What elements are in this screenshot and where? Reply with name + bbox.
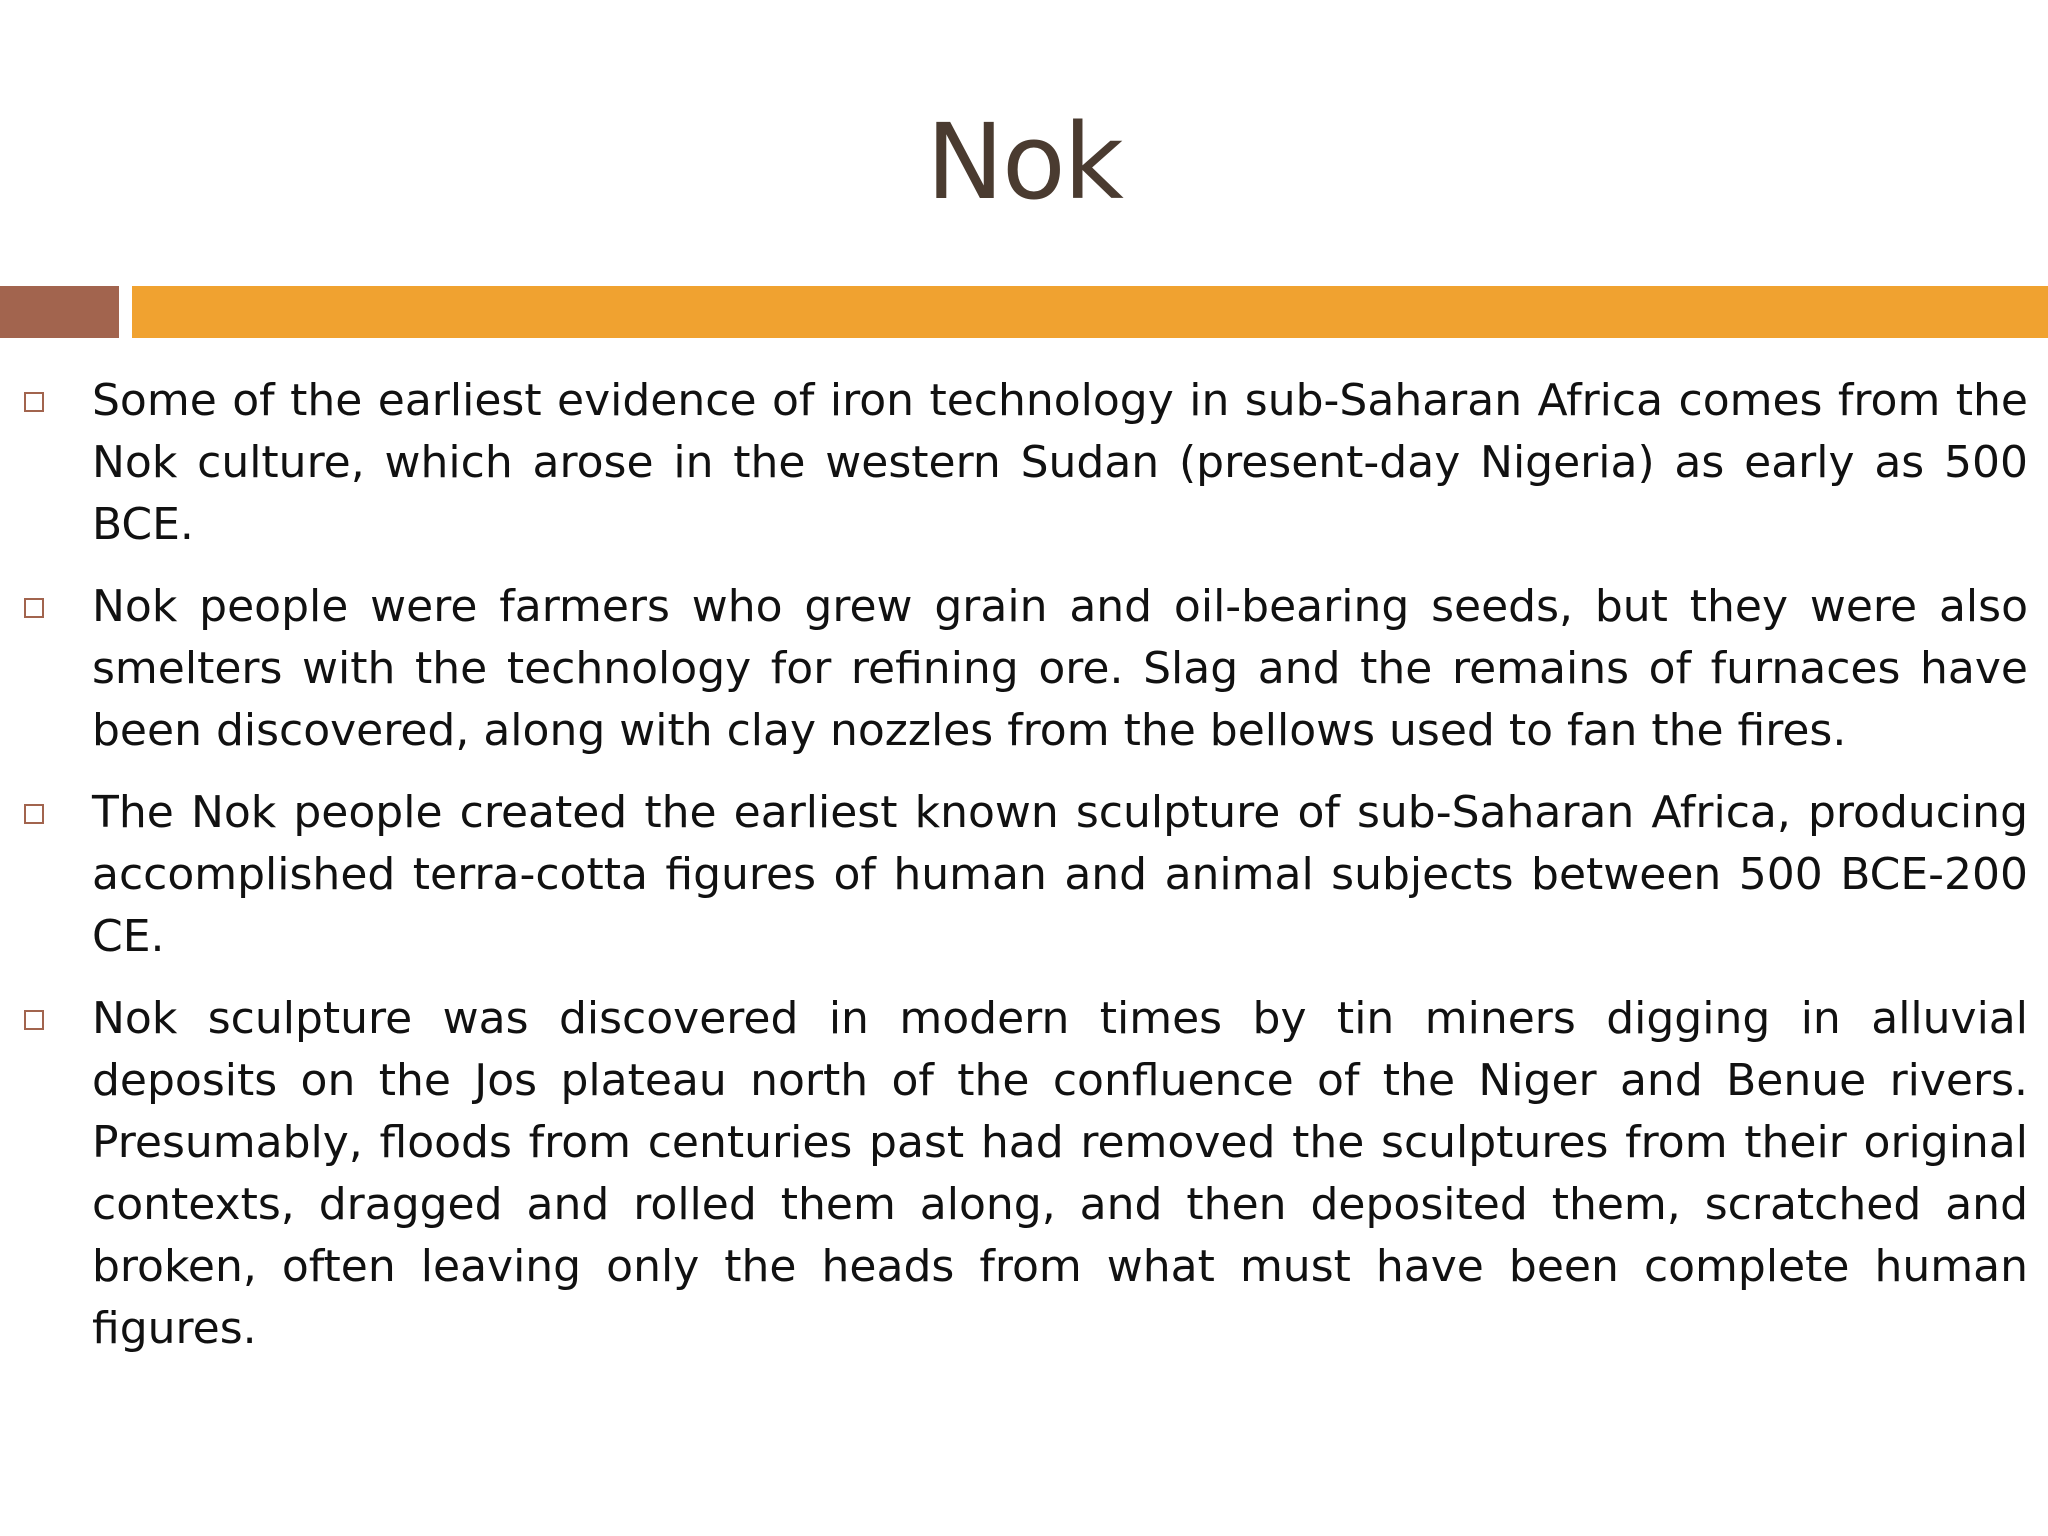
bullet-item: [0, 576, 2048, 762]
square-bullet-icon: [24, 804, 44, 824]
square-bullet-icon: [24, 1010, 44, 1030]
accent-bar-left: [0, 286, 119, 338]
bullet-list: [0, 370, 2048, 1380]
square-bullet-icon: [24, 392, 44, 412]
bullet-text: The Nok people created the earliest known sculpture of sub-Saharan Africa, producing accomplished terra-cotta figures of human and animal subjects between 500 BCE-200 CE.: [92, 787, 2028, 962]
bullet-text: Nok sculpture was discovered in modern times by tin miners digging in alluvial deposits on the Jos plateau north of the confluence of the Niger and Benue rivers. Presumably, floods from centuries past had removed the sculptures from their original contexts, dragged and rolled them along, and then deposited them, scratched and broken, often leaving only the heads from what must have been complete human figures.: [92, 993, 2028, 1354]
bullet-text: Some of the earliest evidence of iron technology in sub-Saharan Africa comes from the Nok culture, which arose in the western Sudan (present-day Nigeria) as early as 500 BCE.: [92, 375, 2028, 550]
square-bullet-icon: [24, 598, 44, 618]
bullet-text: Nok people were farmers who grew grain and oil-bearing seeds, but they were also smelters with the technology for refining ore. Slag and the remains of furnaces have been discovered, along with clay nozzles from the bellows used to fan the fires.: [92, 581, 2028, 756]
accent-bar-right: [132, 286, 2048, 338]
bullet-item: [0, 782, 2048, 968]
bullet-item: [0, 988, 2048, 1360]
bullet-item: [0, 370, 2048, 556]
slide-title: Nok: [926, 101, 1122, 223]
